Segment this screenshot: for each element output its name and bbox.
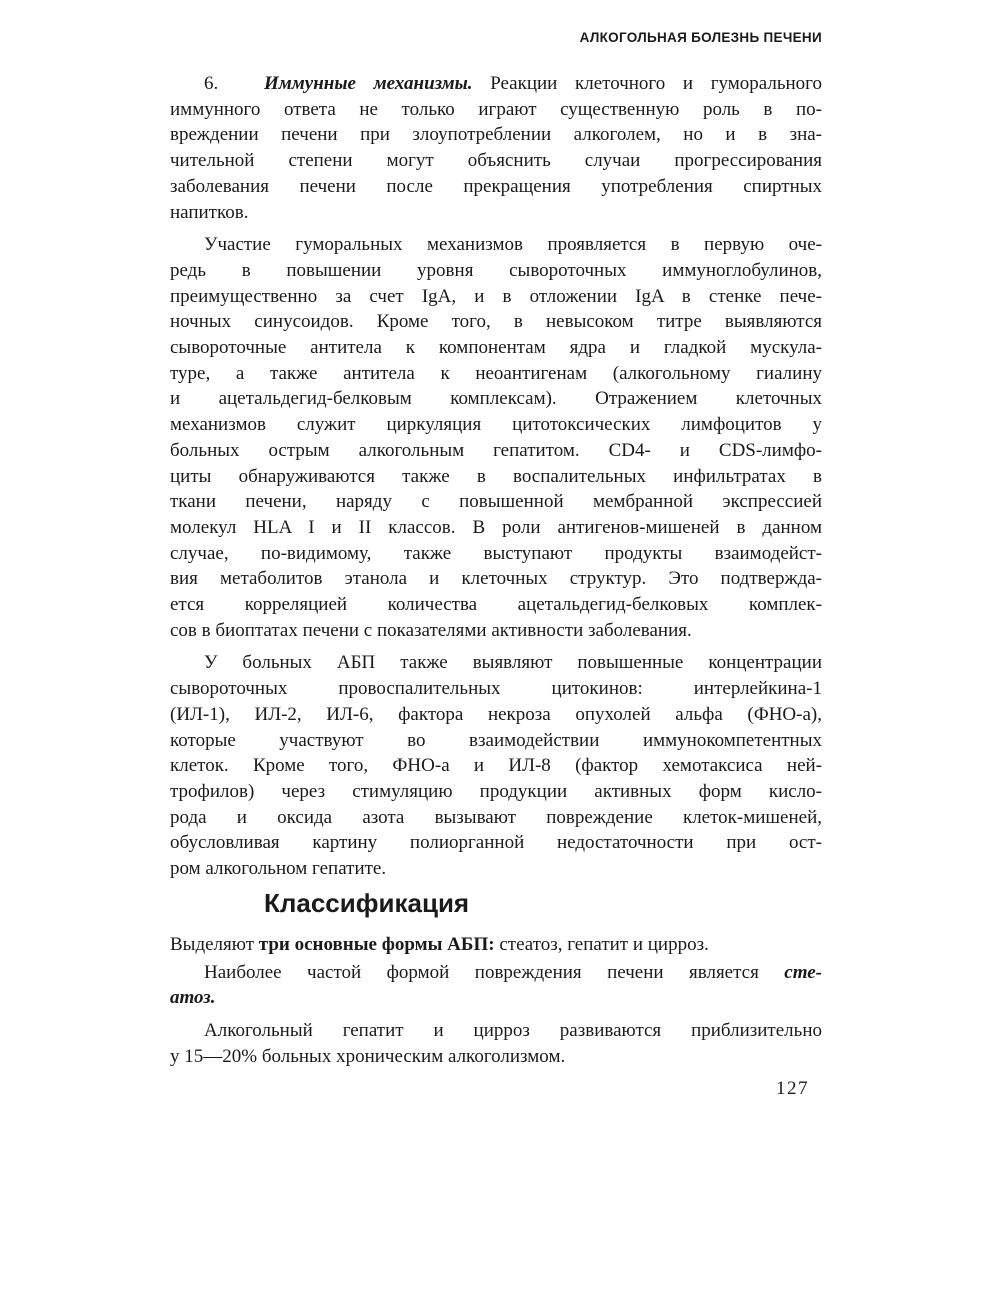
paragraph-line: Участие гуморальных механизмов проявляется в первую оче-	[204, 234, 822, 256]
paragraph-line: вреждении печени при злоупотреблении алкоголем, но и в зна-	[170, 124, 822, 146]
paragraph-line: ночных синусоидов. Кроме того, в невысоком титре выявляются	[170, 311, 822, 333]
paragraph-line: редь в повышении уровня сывороточных иммуноглобулинов,	[170, 259, 822, 281]
paragraph-line	[170, 985, 822, 1011]
paragraph-line: у 15—20% больных хроническим алкоголизмом.	[170, 1045, 566, 1067]
paragraph-line: туре, а также антитела к неоантигенам (алкогольному гиалину	[170, 362, 822, 384]
paragraph-line: заболевания печени после прекращения употребления спиртных	[170, 175, 822, 197]
section-title: Классификация	[264, 888, 470, 918]
bold-phrase: три основные формы АБП:	[258, 934, 495, 955]
running-header: АЛКОГОЛЬНАЯ БОЛЕЗНЬ ПЕЧЕНИ	[579, 30, 822, 45]
paragraph-line: механизмов служит циркуляция цитотоксических лимфоцитов у	[170, 414, 822, 436]
paragraph-line: У больных АБП также выявляют повышенные концентрации	[204, 652, 822, 674]
emphasized-term: сте-	[784, 961, 823, 983]
paragraph-line: ром алкогольном гепатите.	[170, 858, 387, 880]
paragraph-line: Алкогольный гепатит и цирроз развиваются приблизительно	[204, 1020, 822, 1042]
paragraph-line: (ИЛ-1), ИЛ-2, ИЛ-6, фактора некроза опухолей альфа (ФНО-а),	[170, 703, 822, 725]
paragraph-line: рода и оксида азота вызывают повреждение клеток-мишеней,	[170, 806, 822, 828]
page-number: 127	[776, 1078, 809, 1099]
paragraph-line: чительной степени могут объяснить случаи прогрессирования	[170, 150, 822, 172]
paragraph-line: преимущественно за счет IgA, и в отложении IgA в стенке пече-	[170, 285, 822, 307]
main-text	[170, 71, 822, 889]
paragraph-line: сывороточные антитела к компонентам ядра и гладкой мускула-	[170, 337, 822, 359]
paragraph-line: сывороточных провоспалительных цитокинов: интерлейкина-1	[170, 678, 822, 700]
paragraph-line: трофилов) через стимуляцию продукции активных форм кисло-	[170, 780, 822, 802]
paragraph-line: сов в биоптатах печени с показателями активности заболевания.	[170, 619, 692, 641]
paragraph-line	[170, 71, 822, 97]
paragraph-line	[170, 960, 822, 986]
line-text: стеатоз, гепатит и цирроз.	[499, 934, 709, 955]
paragraph-forms	[170, 932, 822, 958]
paragraph-hepatitis-cirrhosis	[170, 1018, 822, 1069]
paragraph-immune-mechanisms	[170, 71, 822, 225]
paragraph-line: вия метаболитов этанола и клеточных структур. Это подтвержда-	[170, 568, 822, 590]
paragraph-line: случае, по-видимому, также выступают продукты взаимодейст-	[170, 542, 822, 564]
line-text: Выделяют	[170, 934, 255, 955]
item-title: Иммунные механизмы.	[264, 73, 473, 94]
paragraph-humoral	[170, 232, 822, 643]
paragraph-line: ется корреляцией количества ацетальдегид-белковых комплек-	[170, 594, 822, 616]
paragraph-line: и ацетальдегид-белковым комплексам). Отражением клеточных	[170, 388, 822, 410]
classification-text	[170, 932, 822, 1077]
paragraph-line: циты обнаруживаются также в воспалительных инфильтратах в	[170, 465, 822, 487]
paragraph-line: иммунного ответа не только играют существенную роль в по-	[170, 98, 822, 120]
paragraph-line: молекул HLA I и II классов. В роли антигенов-мишеней в данном	[170, 516, 822, 538]
paragraph-steatosis	[170, 960, 822, 1011]
paragraph-line: клеток. Кроме того, ФНО-а и ИЛ-8 (фактор хемотаксиса ней-	[170, 755, 822, 777]
paragraph-line: обусловливая картину полиорганной недостаточности при ост-	[170, 832, 822, 854]
line-text: Наиболее частой формой повреждения печени является	[204, 961, 759, 983]
paragraph-line	[170, 932, 822, 958]
line-text: Реакции клеточного и гуморального	[490, 73, 822, 94]
paragraph-line: ткани печени, наряду с повышенной мембранной экспрессией	[170, 491, 822, 513]
paragraph-line: больных острым алкогольным гепатитом. CD4- и CDS-лимфо-	[170, 439, 822, 461]
paragraph-cytokines	[170, 650, 822, 881]
list-item-number: 6.	[204, 73, 219, 94]
paragraph-line: которые участвуют во взаимодействии иммунокомпетентных	[170, 729, 822, 751]
paragraph-line: напитков.	[170, 201, 249, 223]
emphasized-term: атоз.	[170, 987, 216, 1009]
